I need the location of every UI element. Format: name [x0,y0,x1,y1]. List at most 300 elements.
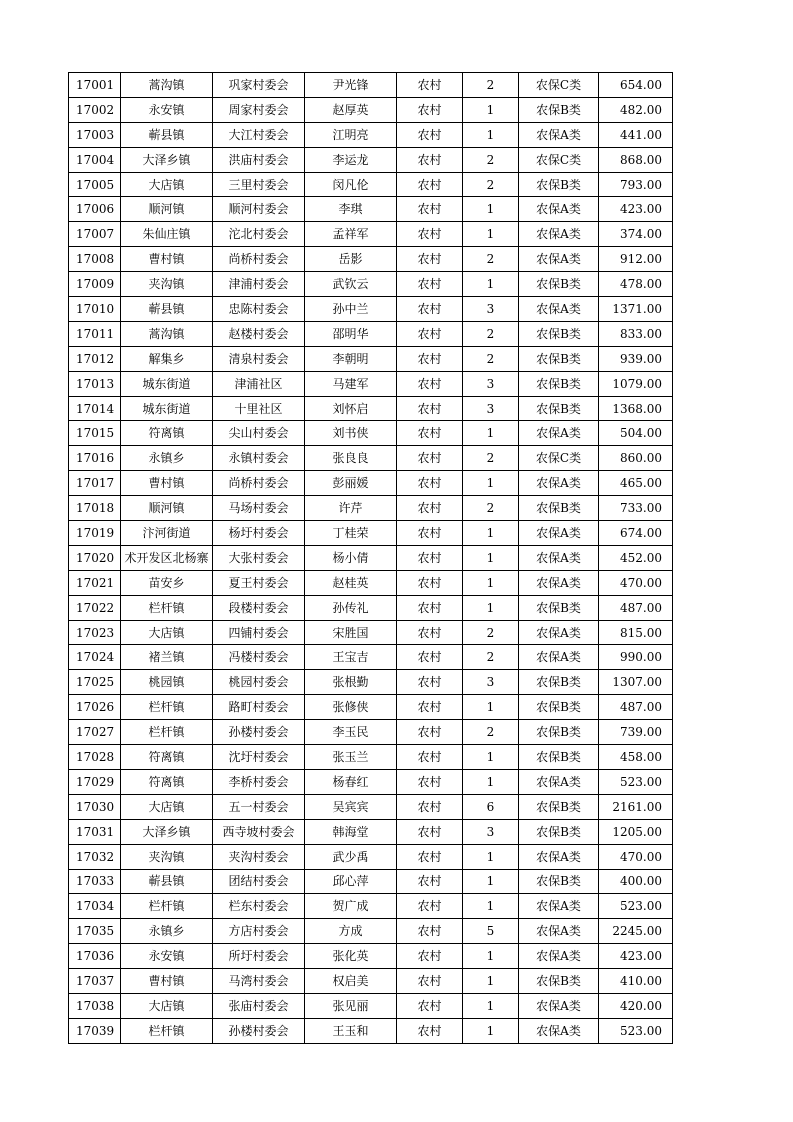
town-cell: 解集乡 [121,346,213,371]
insurance-category-cell: 农保B类 [519,321,599,346]
person-name-cell: 李琪 [305,197,397,222]
town-cell: 符离镇 [121,421,213,446]
table-row [69,297,673,322]
person-name-cell: 杨春红 [305,769,397,794]
town-cell: 汴河街道 [121,521,213,546]
person-name-cell: 彭丽媛 [305,471,397,496]
person-name-cell: 邱心萍 [305,869,397,894]
table-row [69,147,673,172]
record-id-cell: 17024 [69,645,121,670]
amount-cell: 470.00 [599,844,673,869]
insurance-category-cell: 农保B类 [519,346,599,371]
town-cell: 大店镇 [121,172,213,197]
record-id-cell: 17039 [69,1018,121,1043]
amount-cell: 400.00 [599,869,673,894]
village-cell: 大江村委会 [213,122,305,147]
village-cell: 团结村委会 [213,869,305,894]
area-type-cell: 农村 [397,371,463,396]
insurance-category-cell: 农保B类 [519,794,599,819]
village-cell: 所圩村委会 [213,944,305,969]
person-name-cell: 许芹 [305,496,397,521]
record-id-cell: 17021 [69,570,121,595]
person-name-cell: 张化英 [305,944,397,969]
person-count-cell: 1 [463,197,519,222]
person-name-cell: 张良良 [305,446,397,471]
amount-cell: 1307.00 [599,670,673,695]
person-count-cell: 1 [463,122,519,147]
table-row [69,1018,673,1043]
insurance-category-cell: 农保A类 [519,247,599,272]
table-row [69,919,673,944]
person-name-cell: 闵凡伦 [305,172,397,197]
village-cell: 巩家村委会 [213,73,305,98]
table-row [69,670,673,695]
record-id-cell: 17016 [69,446,121,471]
amount-cell: 458.00 [599,745,673,770]
person-count-cell: 3 [463,297,519,322]
area-type-cell: 农村 [397,894,463,919]
table-row [69,545,673,570]
town-cell: 永镇乡 [121,446,213,471]
town-cell: 蒿沟镇 [121,321,213,346]
person-count-cell: 1 [463,695,519,720]
person-count-cell: 1 [463,471,519,496]
person-count-cell: 1 [463,993,519,1018]
person-count-cell: 1 [463,1018,519,1043]
amount-cell: 441.00 [599,122,673,147]
amount-cell: 478.00 [599,272,673,297]
amount-cell: 523.00 [599,894,673,919]
amount-cell: 833.00 [599,321,673,346]
record-id-cell: 17019 [69,521,121,546]
area-type-cell: 农村 [397,720,463,745]
table-row [69,595,673,620]
insurance-category-cell: 农保C类 [519,147,599,172]
person-name-cell: 江明亮 [305,122,397,147]
village-cell: 津浦社区 [213,371,305,396]
person-count-cell: 6 [463,794,519,819]
insurance-category-cell: 农保B类 [519,396,599,421]
village-cell: 夏王村委会 [213,570,305,595]
amount-cell: 1205.00 [599,819,673,844]
area-type-cell: 农村 [397,297,463,322]
table-row [69,97,673,122]
insurance-category-cell: 农保A类 [519,521,599,546]
table-row [69,172,673,197]
amount-cell: 2161.00 [599,794,673,819]
area-type-cell: 农村 [397,819,463,844]
village-cell: 赵楼村委会 [213,321,305,346]
person-name-cell: 韩海堂 [305,819,397,844]
record-id-cell: 17038 [69,993,121,1018]
record-id-cell: 17007 [69,222,121,247]
person-name-cell: 李朝明 [305,346,397,371]
area-type-cell: 农村 [397,222,463,247]
amount-cell: 860.00 [599,446,673,471]
area-type-cell: 农村 [397,73,463,98]
person-count-cell: 1 [463,570,519,595]
town-cell: 顺河镇 [121,496,213,521]
record-id-cell: 17036 [69,944,121,969]
town-cell: 城东街道 [121,371,213,396]
person-name-cell: 张修侠 [305,695,397,720]
person-count-cell: 2 [463,147,519,172]
record-id-cell: 17030 [69,794,121,819]
person-count-cell: 2 [463,720,519,745]
person-name-cell: 刘怀启 [305,396,397,421]
record-id-cell: 17006 [69,197,121,222]
insurance-category-cell: 农保B类 [519,97,599,122]
town-cell: 栏杆镇 [121,695,213,720]
area-type-cell: 农村 [397,769,463,794]
village-cell: 津浦村委会 [213,272,305,297]
table-row [69,197,673,222]
table-row [69,371,673,396]
insurance-category-cell: 农保B类 [519,695,599,720]
record-id-cell: 17037 [69,969,121,994]
person-count-cell: 1 [463,844,519,869]
table-row [69,346,673,371]
record-id-cell: 17029 [69,769,121,794]
area-type-cell: 农村 [397,919,463,944]
area-type-cell: 农村 [397,645,463,670]
record-id-cell: 17001 [69,73,121,98]
area-type-cell: 农村 [397,670,463,695]
amount-cell: 1368.00 [599,396,673,421]
person-count-cell: 1 [463,521,519,546]
amount-cell: 487.00 [599,595,673,620]
person-name-cell: 王玉和 [305,1018,397,1043]
person-count-cell: 3 [463,371,519,396]
table-row [69,620,673,645]
amount-cell: 452.00 [599,545,673,570]
person-count-cell: 2 [463,496,519,521]
town-cell: 城东街道 [121,396,213,421]
area-type-cell: 农村 [397,346,463,371]
amount-cell: 410.00 [599,969,673,994]
table-row [69,894,673,919]
person-count-cell: 1 [463,222,519,247]
village-cell: 杨圩村委会 [213,521,305,546]
record-id-cell: 17009 [69,272,121,297]
amount-cell: 465.00 [599,471,673,496]
record-id-cell: 17004 [69,147,121,172]
insurance-category-cell: 农保B类 [519,172,599,197]
insurance-category-cell: 农保B类 [519,371,599,396]
town-cell: 符离镇 [121,769,213,794]
area-type-cell: 农村 [397,147,463,172]
town-cell: 朱仙庄镇 [121,222,213,247]
village-cell: 夹沟村委会 [213,844,305,869]
area-type-cell: 农村 [397,620,463,645]
village-cell: 四铺村委会 [213,620,305,645]
person-name-cell: 李运龙 [305,147,397,172]
person-name-cell: 方成 [305,919,397,944]
person-count-cell: 1 [463,545,519,570]
town-cell: 栏杆镇 [121,595,213,620]
table-row [69,247,673,272]
town-cell: 栏杆镇 [121,720,213,745]
insurance-category-cell: 农保A类 [519,197,599,222]
table-row [69,272,673,297]
area-type-cell: 农村 [397,944,463,969]
person-count-cell: 2 [463,620,519,645]
table-row [69,222,673,247]
town-cell: 大店镇 [121,620,213,645]
record-id-cell: 17003 [69,122,121,147]
person-count-cell: 2 [463,446,519,471]
person-count-cell: 1 [463,944,519,969]
record-id-cell: 17034 [69,894,121,919]
area-type-cell: 农村 [397,595,463,620]
village-cell: 段楼村委会 [213,595,305,620]
table-row [69,496,673,521]
village-cell: 孙楼村委会 [213,1018,305,1043]
amount-cell: 939.00 [599,346,673,371]
area-type-cell: 农村 [397,545,463,570]
town-cell: 蕲县镇 [121,297,213,322]
table-row [69,869,673,894]
table-row [69,570,673,595]
amount-cell: 733.00 [599,496,673,521]
town-cell: 桃园镇 [121,670,213,695]
record-id-cell: 17027 [69,720,121,745]
table-row [69,969,673,994]
table-row [69,944,673,969]
person-name-cell: 马建军 [305,371,397,396]
area-type-cell: 农村 [397,197,463,222]
person-name-cell: 宋胜国 [305,620,397,645]
person-count-cell: 1 [463,769,519,794]
area-type-cell: 农村 [397,471,463,496]
amount-cell: 2245.00 [599,919,673,944]
area-type-cell: 农村 [397,745,463,770]
insurance-category-cell: 农保A类 [519,769,599,794]
table-row [69,421,673,446]
person-name-cell: 赵桂英 [305,570,397,595]
insurance-category-cell: 农保A类 [519,919,599,944]
insurance-category-cell: 农保C类 [519,73,599,98]
town-cell: 曹村镇 [121,247,213,272]
person-count-cell: 1 [463,869,519,894]
amount-cell: 482.00 [599,97,673,122]
town-cell: 蕲县镇 [121,869,213,894]
village-cell: 周家村委会 [213,97,305,122]
person-name-cell: 张玉兰 [305,745,397,770]
person-count-cell: 1 [463,97,519,122]
amount-cell: 868.00 [599,147,673,172]
village-cell: 洪庙村委会 [213,147,305,172]
insurance-category-cell: 农保B类 [519,272,599,297]
record-id-cell: 17023 [69,620,121,645]
village-cell: 三里村委会 [213,172,305,197]
insurance-category-cell: 农保A类 [519,122,599,147]
village-cell: 大张村委会 [213,545,305,570]
insurance-category-cell: 农保B类 [519,969,599,994]
person-count-cell: 5 [463,919,519,944]
record-id-cell: 17014 [69,396,121,421]
record-id-cell: 17018 [69,496,121,521]
person-count-cell: 2 [463,645,519,670]
person-name-cell: 武少禹 [305,844,397,869]
area-type-cell: 农村 [397,521,463,546]
record-id-cell: 17015 [69,421,121,446]
person-name-cell: 李玉民 [305,720,397,745]
amount-cell: 470.00 [599,570,673,595]
record-id-cell: 17013 [69,371,121,396]
person-name-cell: 刘书侠 [305,421,397,446]
record-id-cell: 17026 [69,695,121,720]
insurance-category-cell: 农保A类 [519,545,599,570]
insurance-category-cell: 农保A类 [519,844,599,869]
person-count-cell: 1 [463,421,519,446]
insurance-category-cell: 农保B类 [519,670,599,695]
record-id-cell: 17005 [69,172,121,197]
record-id-cell: 17020 [69,545,121,570]
person-count-cell: 1 [463,745,519,770]
insurance-category-cell: 农保B类 [519,819,599,844]
village-cell: 尚桥村委会 [213,471,305,496]
record-id-cell: 17022 [69,595,121,620]
village-cell: 张庙村委会 [213,993,305,1018]
person-count-cell: 3 [463,670,519,695]
amount-cell: 815.00 [599,620,673,645]
insurance-category-cell: 农保B类 [519,720,599,745]
amount-cell: 504.00 [599,421,673,446]
village-cell: 顺河村委会 [213,197,305,222]
amount-cell: 487.00 [599,695,673,720]
town-cell: 夹沟镇 [121,844,213,869]
village-cell: 十里社区 [213,396,305,421]
area-type-cell: 农村 [397,844,463,869]
amount-cell: 1371.00 [599,297,673,322]
person-name-cell: 贺广成 [305,894,397,919]
person-count-cell: 2 [463,321,519,346]
table-row [69,993,673,1018]
record-id-cell: 17035 [69,919,121,944]
town-cell: 永镇乡 [121,919,213,944]
table-row [69,321,673,346]
village-cell: 李桥村委会 [213,769,305,794]
person-name-cell: 武钦云 [305,272,397,297]
table-row [69,73,673,98]
town-cell: 顺河镇 [121,197,213,222]
person-name-cell: 权启美 [305,969,397,994]
table-row [69,645,673,670]
amount-cell: 990.00 [599,645,673,670]
village-cell: 西寺坡村委会 [213,819,305,844]
insurance-category-cell: 农保C类 [519,446,599,471]
area-type-cell: 农村 [397,446,463,471]
person-count-cell: 2 [463,247,519,272]
insurance-category-cell: 农保A类 [519,894,599,919]
record-id-cell: 17002 [69,97,121,122]
record-id-cell: 17008 [69,247,121,272]
person-name-cell: 张根勤 [305,670,397,695]
person-name-cell: 邵明华 [305,321,397,346]
area-type-cell: 农村 [397,869,463,894]
record-id-cell: 17017 [69,471,121,496]
person-count-cell: 3 [463,819,519,844]
person-name-cell: 吴宾宾 [305,794,397,819]
town-cell: 蕲县镇 [121,122,213,147]
person-count-cell: 1 [463,595,519,620]
village-cell: 永镇村委会 [213,446,305,471]
village-cell: 桃园村委会 [213,670,305,695]
table-row [69,745,673,770]
table-row [69,446,673,471]
person-name-cell: 张见丽 [305,993,397,1018]
insurance-category-cell: 农保A类 [519,421,599,446]
village-cell: 沱北村委会 [213,222,305,247]
amount-cell: 739.00 [599,720,673,745]
person-count-cell: 1 [463,272,519,297]
area-type-cell: 农村 [397,969,463,994]
town-cell: 符离镇 [121,745,213,770]
town-cell: 术开发区北杨寨 [121,545,213,570]
area-type-cell: 农村 [397,421,463,446]
record-id-cell: 17028 [69,745,121,770]
town-cell: 永安镇 [121,97,213,122]
town-cell: 栏杆镇 [121,894,213,919]
area-type-cell: 农村 [397,396,463,421]
record-id-cell: 17011 [69,321,121,346]
table-row [69,695,673,720]
area-type-cell: 农村 [397,794,463,819]
insurance-category-cell: 农保A类 [519,471,599,496]
insurance-category-cell: 农保B类 [519,595,599,620]
table-row [69,794,673,819]
amount-cell: 654.00 [599,73,673,98]
amount-cell: 793.00 [599,172,673,197]
town-cell: 苗安乡 [121,570,213,595]
village-cell: 尚桥村委会 [213,247,305,272]
table-row [69,471,673,496]
insurance-category-cell: 农保B类 [519,869,599,894]
area-type-cell: 农村 [397,570,463,595]
table-row [69,720,673,745]
town-cell: 永安镇 [121,944,213,969]
insurance-category-cell: 农保A类 [519,645,599,670]
record-id-cell: 17031 [69,819,121,844]
person-name-cell: 赵厚英 [305,97,397,122]
person-name-cell: 孟祥军 [305,222,397,247]
town-cell: 夹沟镇 [121,272,213,297]
town-cell: 曹村镇 [121,471,213,496]
amount-cell: 423.00 [599,197,673,222]
village-cell: 方店村委会 [213,919,305,944]
person-name-cell: 岳影 [305,247,397,272]
table-row [69,122,673,147]
village-cell: 五一村委会 [213,794,305,819]
person-name-cell: 孙传礼 [305,595,397,620]
person-count-cell: 1 [463,894,519,919]
area-type-cell: 农村 [397,496,463,521]
person-count-cell: 3 [463,396,519,421]
town-cell: 栏杆镇 [121,1018,213,1043]
village-cell: 清泉村委会 [213,346,305,371]
amount-cell: 423.00 [599,944,673,969]
person-name-cell: 尹光锋 [305,73,397,98]
insurance-category-cell: 农保B类 [519,745,599,770]
person-name-cell: 孙中兰 [305,297,397,322]
town-cell: 大店镇 [121,993,213,1018]
village-cell: 马湾村委会 [213,969,305,994]
table-row [69,819,673,844]
roster-body [69,73,673,1044]
amount-cell: 374.00 [599,222,673,247]
person-name-cell: 王宝吉 [305,645,397,670]
